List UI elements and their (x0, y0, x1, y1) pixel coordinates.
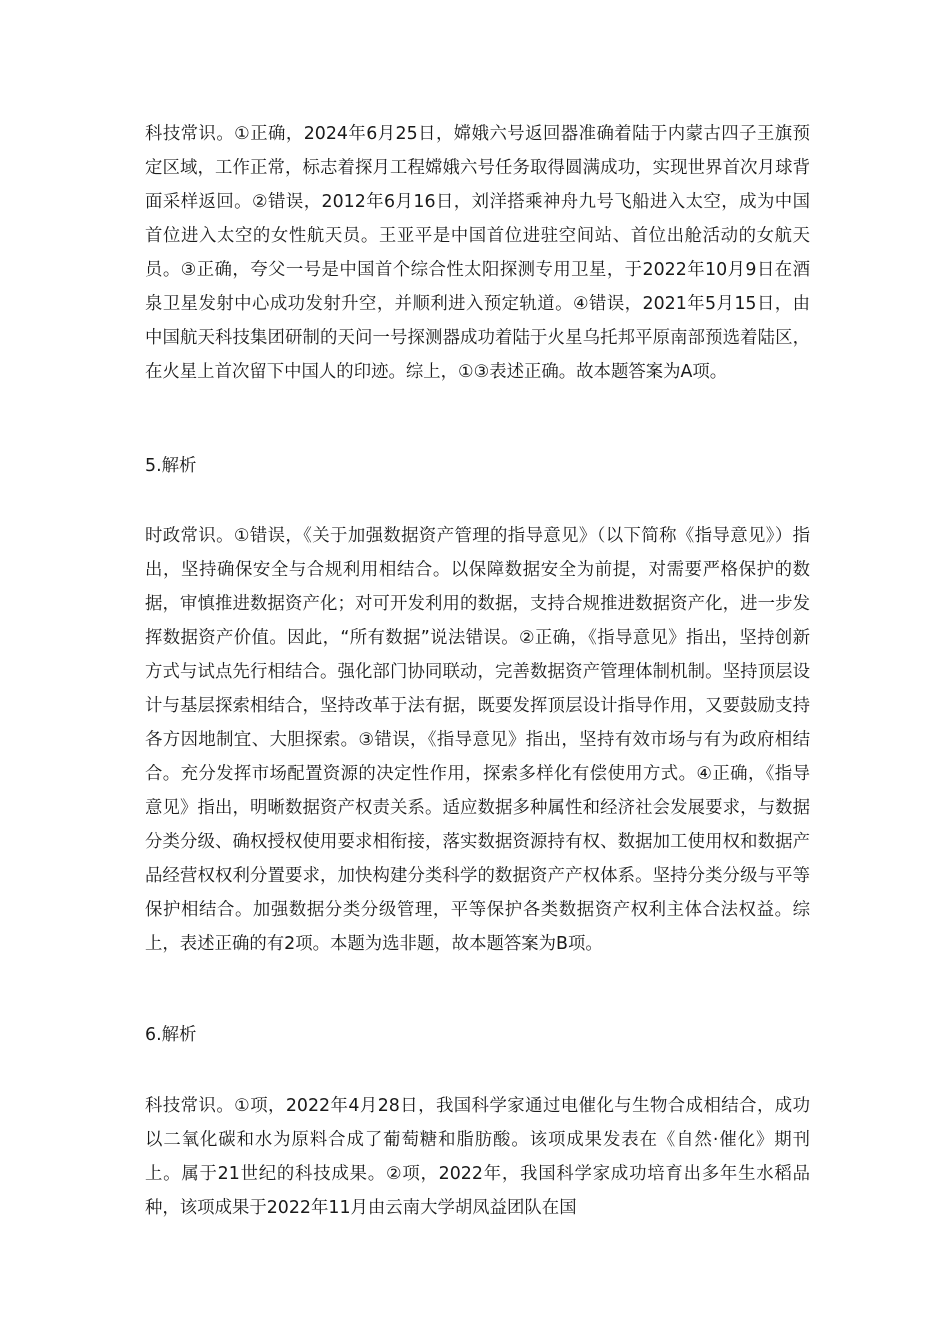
section-heading-6: 6.解析 (145, 1025, 197, 1045)
answer-paragraph-4: 科技常识。①正确，2024年6月25日，嫦娥六号返回器准确着陆于内蒙古四子王旗预定区域，工作正常，标志着探月工程嫦娥六号任务取得圆满成功，实现世界首次月球背面采样返回。②错误，2012年6月16日，刘洋搭乘神舟九号飞船进入太空，成为中国首位进入太空的女性航天员。王亚平是中国首位进驻空间站、首位出舱活动的女航天员。③正确，夸父一号是中国首个综合性太阳探测专用卫星，于2022年10月9日在酒泉卫星发射中心成功发射升空，并顺利进入预定轨道。④错误，2021年5月15日，由中国航天科技集团研制的天问一号探测器成功着陆于火星乌托邦平原南部预选着陆区，在火星上首次留下中国人的印迹。综上，①③表述正确。故本题答案为A项。 (145, 124, 810, 382)
answer-paragraph-5: 时政常识。①错误，《关于加强数据资产管理的指导意见》（以下简称《指导意见》）指出，坚持确保安全与合规利用相结合。以保障数据安全为前提，对需要严格保护的数据，审慎推进数据资产化；对可开发利用的数据，支持合规推进数据资产化，进一步发挥数据资产价值。因此，“所有数据”说法错误。②正确，《指导意见》指出，坚持创新方式与试点先行相结合。强化部门协同联动，完善数据资产管理体制机制。坚持顶层设计与基层探索相结合，坚持改革于法有据，既要发挥顶层设计指导作用，又要鼓励支持各方因地制宜、大胆探索。③错误，《指导意见》指出，坚持有效市场与有为政府相结合。充分发挥市场配置资源的决定性作用，探索多样化有偿使用方式。④正确，《指导意见》指出，明晰数据资产权责关系。适应数据多种属性和经济社会发展要求，与数据分类分级、确权授权使用要求相衔接，落实数据资源持有权、数据加工使用权和数据产品经营权权利分置要求，加快构建分类科学的数据资产产权体系。坚持分类分级与平等保护相结合。加强数据分类分级管理，平等保护各类数据资产权利主体合法权益。综上，表述正确的有2项。本题为选非题，故本题答案为B项。 (145, 526, 810, 954)
section-heading-5: 5.解析 (145, 456, 197, 476)
answer-paragraph-6: 科技常识。①项，2022年4月28日，我国科学家通过电催化与生物合成相结合，成功以二氧化碳和水为原料合成了葡萄糖和脂肪酸。该项成果发表在《自然·催化》期刊上。属于21世纪的科技成果。②项，2022年，我国科学家成功培育出多年生水稻品种，该项成果于2022年11月由云南大学胡凤益团队在国 (145, 1096, 810, 1218)
